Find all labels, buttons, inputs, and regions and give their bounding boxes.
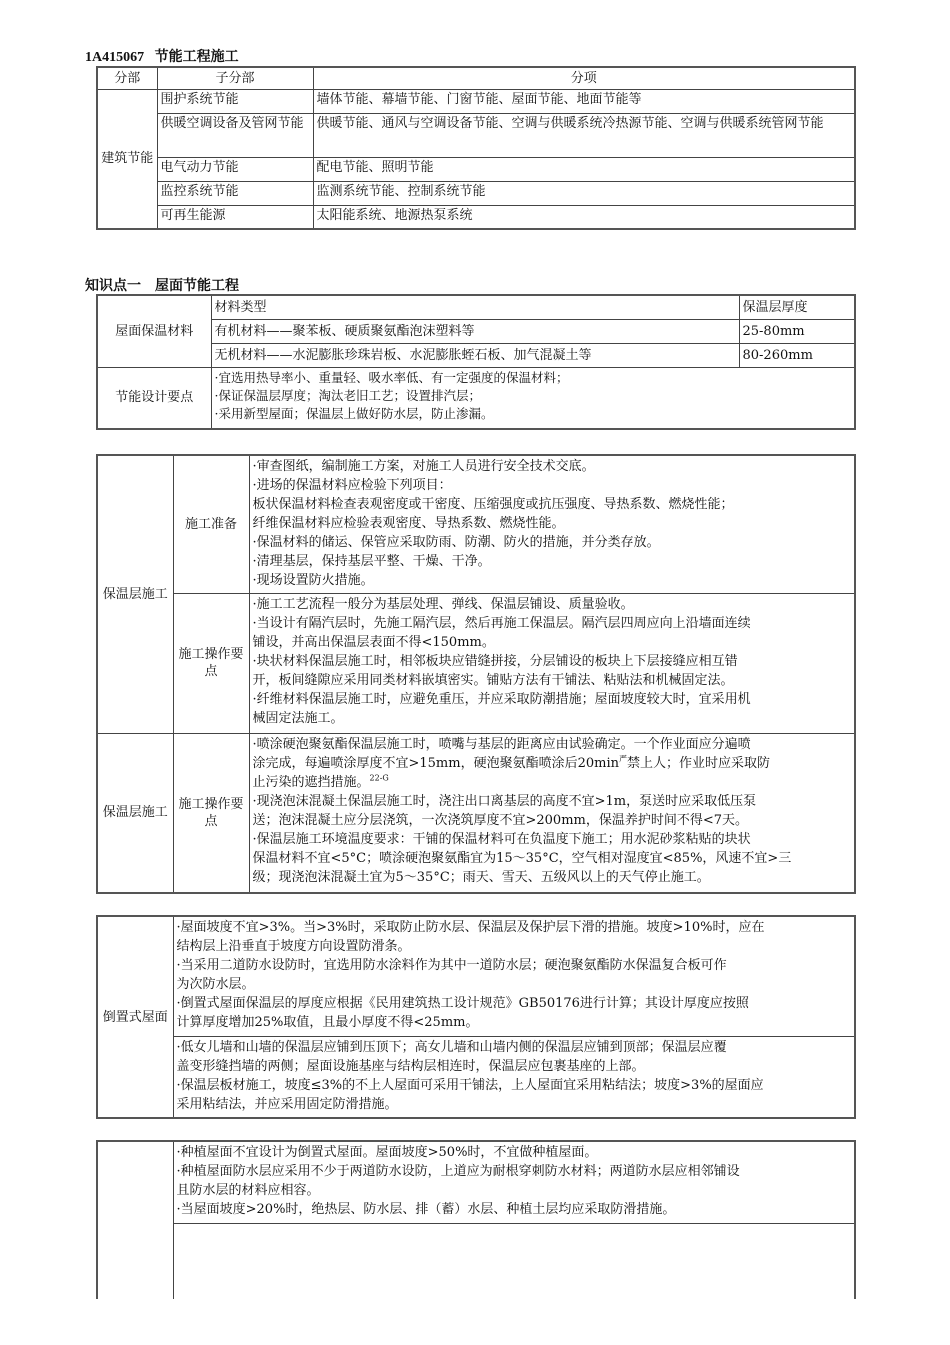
insulation-construction-table <box>96 454 856 894</box>
prep-line: ·审查图纸，编制施工方案，对施工人员进行安全技术交底。 <box>252 459 595 474</box>
op2-line2-sup: 严 <box>619 754 627 764</box>
header-subdivision: 子分部 <box>157 67 313 89</box>
op-label-2: 施工操作要点 <box>173 733 249 893</box>
planting-roof-block2 <box>173 1223 855 1299</box>
prep-line: ·进场的保温材料应检验下列项目： <box>252 478 452 493</box>
prep-line: ·现场设置防火措施。 <box>252 573 374 588</box>
op2-line: ·喷涂硬泡聚氨酯保温层施工时，喷嘴与基层的距离应由试验确定。一个作业面应分遍喷 <box>252 736 751 752</box>
op2-line <box>253 754 852 773</box>
planting-line: ·种植屋面不宜设计为倒置式屋面。屋面坡度>50%时，不宜做种植屋面。 <box>176 1145 598 1160</box>
prep-line: 板状保温材料检查表观密度或干密度、压缩强度或抗压强度、导热系数、燃烧性能； <box>252 497 734 512</box>
op-line: ·施工工艺流程一般分为基层处理、弹线、保温层铺设、质量验收。 <box>252 596 634 612</box>
subdivision-cell: 围护系统节能 <box>157 89 313 113</box>
items-cell: 监测系统节能、控制系统节能 <box>313 181 855 205</box>
material-type-cell: 有机材料——聚苯板、硬质聚氨酯泡沫塑料等 <box>211 319 739 343</box>
design-points-label: 节能设计要点 <box>97 367 211 429</box>
header-thickness: 保温层厚度 <box>739 295 855 319</box>
design-points-cell <box>211 367 855 429</box>
header-items: 分项 <box>313 67 855 89</box>
inverted-line: 盖变形缝挡墙的两侧；屋面设施基座与结构层相连时，保温层应包裹基座的上部。 <box>176 1058 645 1074</box>
section1-title: 节能工程施工 <box>154 50 239 65</box>
subdivision-cell: 电气动力节能 <box>157 157 313 181</box>
planting-roof-table <box>96 1140 856 1299</box>
header-material-type: 材料类型 <box>211 295 739 319</box>
division-building-energy: 建筑节能 <box>97 89 157 229</box>
op2-line <box>253 773 852 792</box>
op2-line: ·现浇泡沫混凝土保温层施工时，浇注出口离基层的高度不宜>1m，泵送时应采取低压泵 <box>252 793 757 809</box>
planting-line: 且防水层的材料应相容。 <box>176 1183 320 1198</box>
prep-line: ·清理基层，保持基层平整、干燥、干净。 <box>252 554 491 569</box>
inverted-roof-block1 <box>173 916 855 1036</box>
items-cell: 配电节能、照明节能 <box>313 157 855 181</box>
planting-line: ·当屋面坡度>20%时，绝热层、防水层、排（蓄）水层、种植土层均应采取防滑措施。 <box>176 1202 676 1217</box>
inverted-line: ·屋面坡度不宜>3%。当>3%时，采取防止防水层、保温层及保护层下滑的措施。坡度>10%时，应在 <box>176 920 765 935</box>
planting-line: ·种植屋面防水层应采用不少于两道防水设防，上道应为耐根穿刺防水材料；两道防水层应相邻铺设 <box>176 1164 740 1179</box>
op-label: 施工操作要点 <box>173 593 249 733</box>
section1-heading <box>85 46 239 66</box>
insulation-construction-label-2: 保温层施工 <box>97 733 173 893</box>
inverted-roof-table <box>96 915 856 1119</box>
op2-content <box>249 733 855 893</box>
design-point: ·保证保温层厚度；淘汰老旧工艺；设置排汽层； <box>214 387 481 403</box>
op2-line2-b: 禁上人；作业时应采取防 <box>627 755 771 771</box>
design-point: ·宜选用热导率小、重量轻、吸水率低、有一定强度的保温材料； <box>214 369 569 385</box>
header-division: 分部 <box>97 67 157 89</box>
inverted-line: 采用粘结法，并应采用固定防滑措施。 <box>176 1096 398 1112</box>
op2-line: 送；泡沫混凝土应分层浇筑，一次浇筑厚度不宜>200mm，保温养护时间不得<7天。 <box>252 812 749 828</box>
section1-code: 1A415067 <box>85 50 145 65</box>
prep-line: 纤维保温材料应检验表观密度、导热系数、燃烧性能。 <box>252 516 565 531</box>
material-type-cell: 无机材料——水泥膨胀珍珠岩板、水泥膨胀蛭石板、加气混凝土等 <box>211 343 739 367</box>
op2-line: 保温材料不宜<5°C；喷涂硬泡聚氨酯宜为15～35°C，空气相对湿度宜<85%，风速不宜>三 <box>252 850 792 866</box>
planting-roof-block1 <box>173 1141 855 1223</box>
thickness-cell: 80-260mm <box>739 343 855 367</box>
prep-content <box>249 455 855 593</box>
inverted-line: ·倒置式屋面保温层的厚度应根据《民用建筑热工设计规范》GB50176进行计算；其设计厚度应按照 <box>176 996 749 1011</box>
thickness-cell: 25-80mm <box>739 319 855 343</box>
knowledge-point-label: 知识点一 <box>85 279 141 294</box>
prep-label: 施工准备 <box>173 455 249 593</box>
op-line: ·块状材料保温层施工时，相邻板块应错缝拼接，分层铺设的板块上下层接缝应相互错 <box>252 653 738 669</box>
op2-line: ·保温层施工环境温度要求：干铺的保温材料可在负温度下施工；用水泥砂浆粘贴的块状 <box>252 831 751 847</box>
op-line: 开，板间缝隙应采用同类材料嵌填密实。铺贴方法有干铺法、粘贴法和机械固定法。 <box>252 672 734 688</box>
inverted-roof-label: 倒置式屋面 <box>97 916 173 1118</box>
subdivision-cell: 可再生能源 <box>157 205 313 229</box>
op-line: 械固定法施工。 <box>252 710 344 726</box>
prep-line: ·保温材料的储运、保管应采取防雨、防潮、防火的措施，并分类存放。 <box>252 535 660 550</box>
items-cell: 供暖节能、通风与空调设备节能、空调与供暖系统冷热源节能、空调与供暖系统管网节能 <box>313 113 855 157</box>
op-line: 铺设，并高出保温层表面不得<150mm。 <box>252 634 495 650</box>
section2-title: 屋面节能工程 <box>155 279 239 294</box>
roof-material-label: 屋面保温材料 <box>97 295 211 367</box>
items-cell: 墙体节能、幕墙节能、门窗节能、屋面节能、地面节能等 <box>313 89 855 113</box>
inverted-line: 为次防水层。 <box>176 977 255 992</box>
items-cell: 太阳能系统、地源热泵系统 <box>313 205 855 229</box>
subdivision-cell: 供暖空调设备及管网节能 <box>157 113 313 157</box>
op-line: ·纤维材料保温层施工时，应避免重压，并应采取防潮措施；屋面坡度较大时，宜采用机 <box>252 691 751 707</box>
op-content <box>249 593 855 733</box>
section2-heading <box>85 275 239 295</box>
energy-subdivision-table <box>96 66 856 230</box>
inverted-line: 结构层上沿垂直于坡度方向设置防滑条。 <box>176 939 411 954</box>
op-line: ·当设计有隔汽层时，先施工隔汽层，然后再施工保温层。隔汽层四周应向上沿墙面连续 <box>252 615 751 631</box>
inverted-line: ·当采用二道防水设防时，宜选用防水涂料作为其中一道防水层；硬泡聚氨酯防水保温复合板可作 <box>176 958 727 973</box>
planting-roof-label <box>97 1141 173 1299</box>
inverted-line: 计算厚度增加25%取值，且最小厚度不得<25mm。 <box>176 1015 479 1030</box>
op2-line3-sup: 22-G <box>369 773 389 783</box>
inverted-line: ·低女儿墙和山墙的保温层应铺到压顶下；高女儿墙和山墙内侧的保温层应铺到顶部；保温层应覆 <box>176 1039 727 1055</box>
op2-line: 级；现浇泡沫混凝土宜为5～35°C；雨天、雪天、五级风以上的天气停止施工。 <box>252 869 710 885</box>
subdivision-cell: 监控系统节能 <box>157 181 313 205</box>
roof-insulation-table <box>96 294 856 430</box>
inverted-roof-block2 <box>173 1036 855 1118</box>
insulation-construction-label: 保温层施工 <box>97 455 173 733</box>
op2-line3-a: 止污染的遮挡措施。 <box>252 774 370 790</box>
design-point: ·采用新型屋面；保温层上做好防水层，防止渗漏。 <box>214 405 494 421</box>
inverted-line: ·保温层板材施工，坡度≤3%的不上人屋面可采用干铺法，上人屋面宜采用粘结法；坡度>3%的屋面应 <box>176 1077 764 1093</box>
op2-line2-a: 涂完成，每遍喷涂厚度不宜>15mm，硬泡聚氨酯喷涂后20min <box>252 755 619 771</box>
